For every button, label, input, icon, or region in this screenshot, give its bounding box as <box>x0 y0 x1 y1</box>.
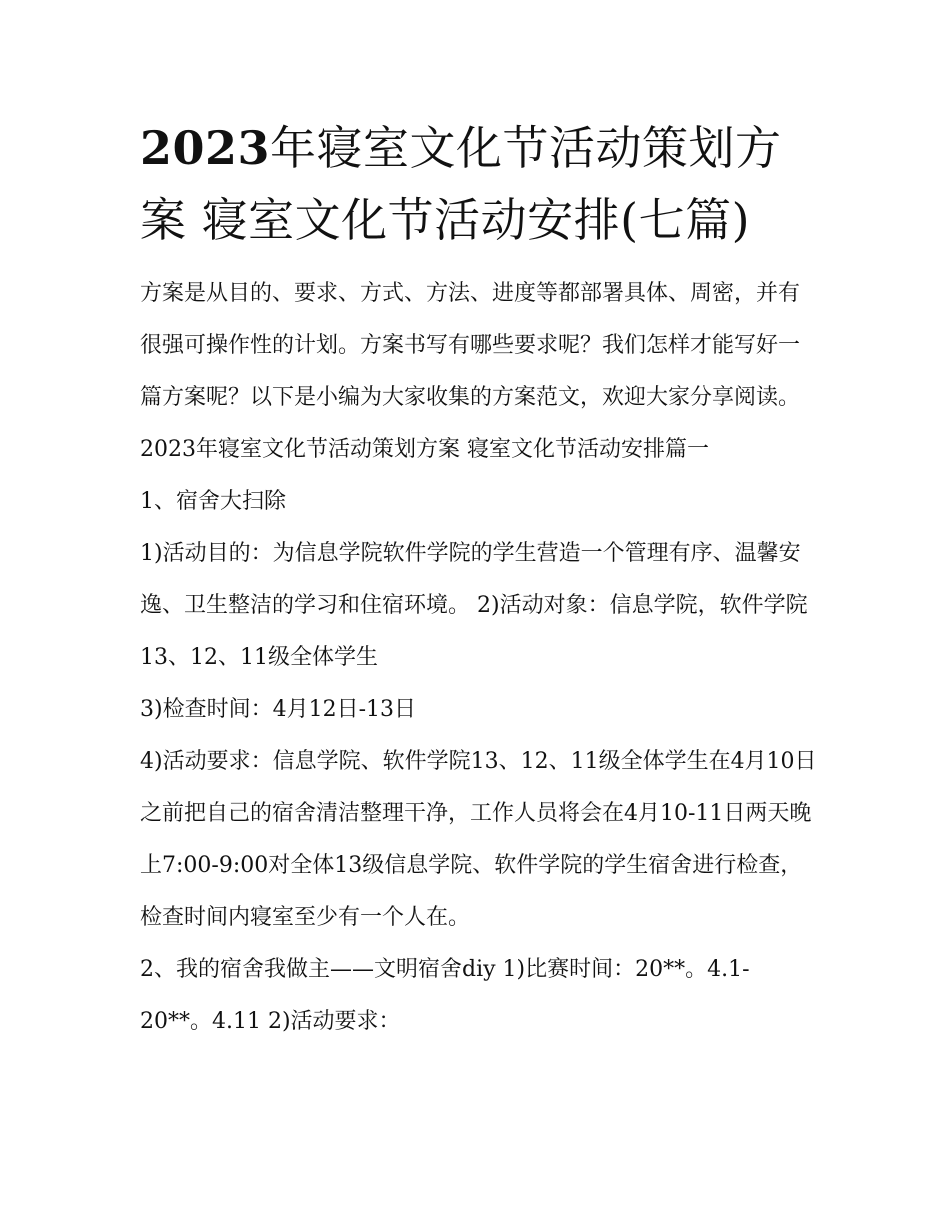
document-page <box>140 112 820 1048</box>
body-paragraph: 4)活动要求：信息学院、软件学院13、12、11级全体学生在4月10日之前把自己的宿舍清洁整理干净，工作人员将会在4月10-11日两天晚上7:00-9:00对全体13级信息学院、软件学院的学生宿舍进行检查，检查时间内寝室至少有一个人在。 <box>140 749 817 930</box>
document-body <box>140 268 820 1048</box>
section-heading: 2023年寝室文化节活动策划方案 寝室文化节活动安排篇一 <box>140 437 709 462</box>
document-title <box>140 112 820 256</box>
body-paragraph: 3)检查时间：4月12日-13日 <box>140 697 416 722</box>
title-text: 年寝室文化节活动策划方案 寝室文化节活动安排(七篇) <box>140 121 782 247</box>
body-paragraph: 2、我的宿舍我做主——文明宿舍diy 1)比赛时间：20**。4.1-20**。4.11 2)活动要求： <box>140 957 750 1034</box>
item-heading: 1、宿舍大扫除 <box>140 489 286 514</box>
intro-paragraph: 方案是从目的、要求、方式、方法、进度等都部署具体、周密，并有很强可操作性的计划。方案书写有哪些要求呢？我们怎样才能写好一篇方案呢？以下是小编为大家收集的方案范文，欢迎大家分享阅读。 <box>140 281 801 410</box>
body-paragraph: 1)活动目的：为信息学院软件学院的学生营造一个管理有序、温馨安逸、卫生整洁的学习和住宿环境。 2)活动对象：信息学院，软件学院13、12、11级全体学生 <box>140 541 808 670</box>
title-year: 2023 <box>140 121 271 175</box>
